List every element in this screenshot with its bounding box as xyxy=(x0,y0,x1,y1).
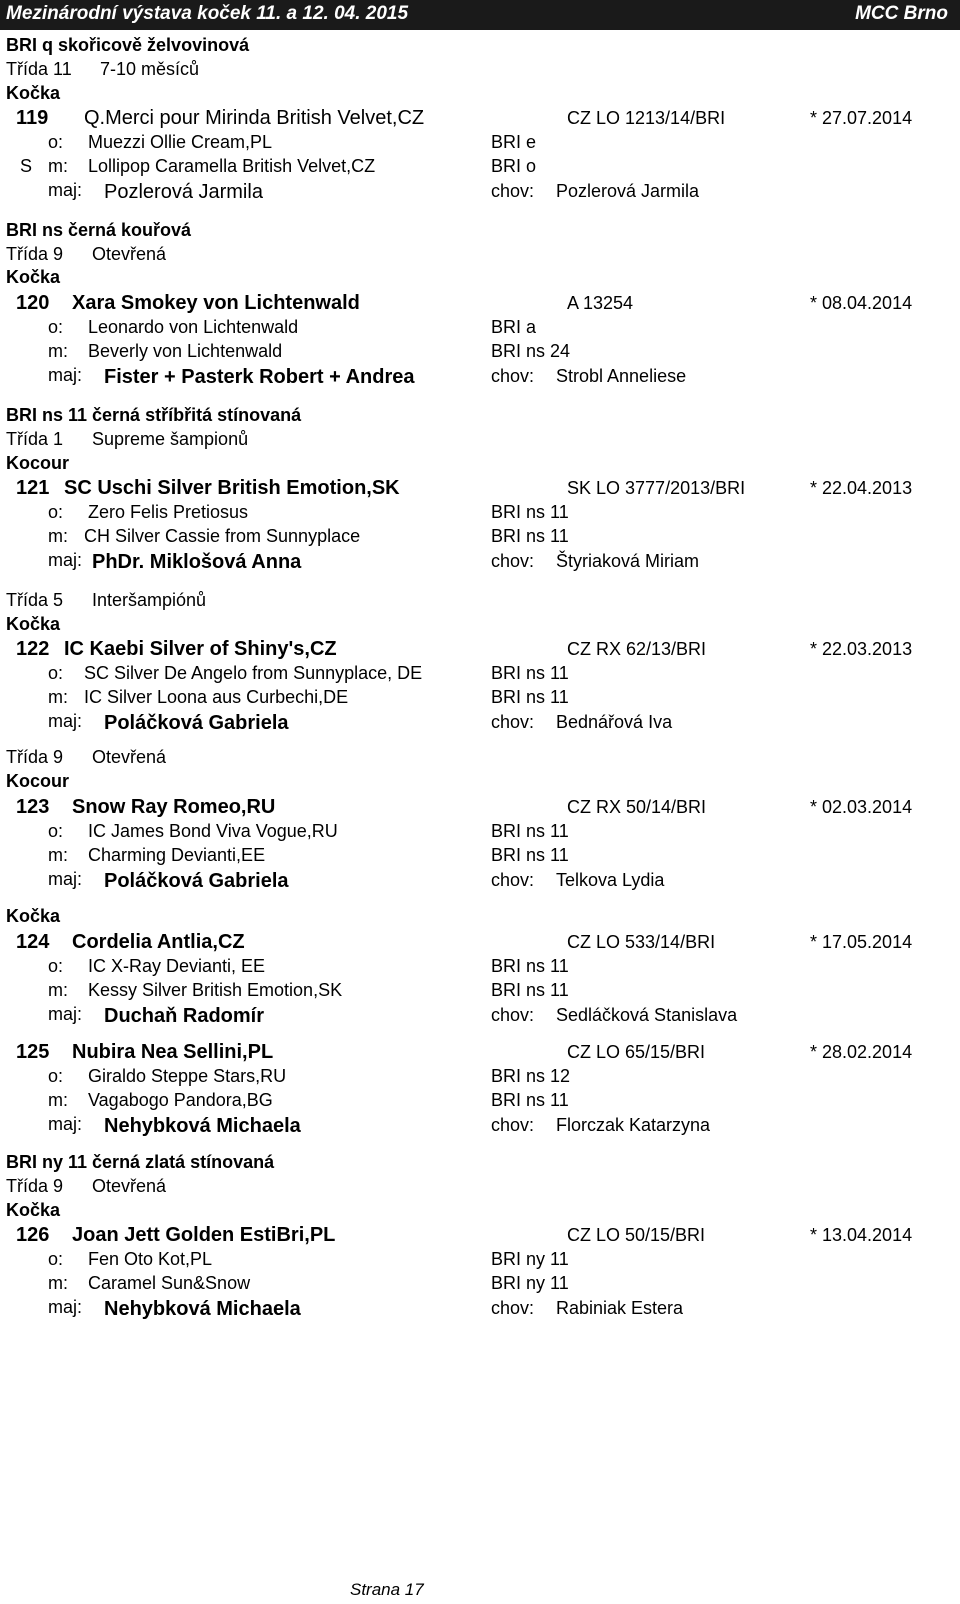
organizer-name: MCC Brno xyxy=(855,3,948,24)
mother-name: Lollipop Caramella British Velvet,CZ xyxy=(88,156,376,176)
father-label: o: xyxy=(48,821,64,841)
birth-date: * 02.03.2014 xyxy=(810,797,913,817)
birth-date: * 08.04.2014 xyxy=(810,293,913,313)
mother-breed: BRI ns 11 xyxy=(491,526,569,546)
class-name: 7-10 měsíců xyxy=(100,59,200,79)
cat-name: IC Kaebi Silver of Shiny's,CZ xyxy=(64,638,337,660)
registration-number: CZ LO 1213/14/BRI xyxy=(567,108,726,128)
entry-number: 124 xyxy=(16,931,50,953)
father-label: o: xyxy=(48,663,64,683)
mother-label: m: xyxy=(48,341,68,361)
sex-heading: Kočka xyxy=(6,83,61,103)
father-label: o: xyxy=(48,132,64,152)
entry-number: 119 xyxy=(16,107,49,129)
owner-name: Poláčková Gabriela xyxy=(104,870,289,892)
father-breed: BRI ns 11 xyxy=(491,821,569,841)
owner-name: Fister + Pasterk Robert + Andrea xyxy=(104,366,415,388)
cat-name: SC Uschi Silver British Emotion,SK xyxy=(64,477,400,499)
breeder-label: chov: xyxy=(491,712,535,732)
breed-heading: BRI ns černá kouřová xyxy=(6,220,192,240)
owner-label: maj: xyxy=(48,1114,83,1134)
father-name: Zero Felis Pretiosus xyxy=(88,502,249,522)
father-breed: BRI ns 12 xyxy=(491,1066,571,1086)
cat-name: Snow Ray Romeo,RU xyxy=(72,796,276,818)
class-label: Třída 9 xyxy=(6,747,64,767)
sex-heading: Kocour xyxy=(6,771,69,791)
class-label: Třída 9 xyxy=(6,244,64,264)
owner-label: maj: xyxy=(48,869,83,889)
owner-label: maj: xyxy=(48,711,83,731)
owner-name: Nehybková Michaela xyxy=(104,1298,301,1320)
registration-number: CZ LO 50/15/BRI xyxy=(567,1225,706,1245)
sex-heading: Kočka xyxy=(6,614,61,634)
entry-number: 126 xyxy=(16,1224,50,1246)
mother-label: m: xyxy=(48,687,68,707)
father-breed: BRI ns 11 xyxy=(491,502,569,522)
mother-label: m: xyxy=(48,156,68,176)
birth-date: * 22.04.2013 xyxy=(810,478,913,498)
father-name: IC James Bond Viva Vogue,RU xyxy=(88,821,338,841)
mother-name: Vagabogo Pandora,BG xyxy=(88,1090,273,1110)
sex-heading: Kocour xyxy=(6,453,69,473)
owner-name: Poláčková Gabriela xyxy=(104,712,289,734)
breeder-name: Rabiniak Estera xyxy=(556,1298,684,1318)
father-breed: BRI ny 11 xyxy=(491,1249,569,1269)
birth-date: * 13.04.2014 xyxy=(810,1225,913,1245)
breeder-name: Bednářová Iva xyxy=(556,712,673,732)
mother-name: Charming Devianti,EE xyxy=(88,845,266,865)
show-title: Mezinárodní výstava koček 11. a 12. 04. 2015 xyxy=(6,3,409,24)
mother-breed: BRI o xyxy=(491,156,537,176)
mother-breed: BRI ns 24 xyxy=(491,341,571,361)
mother-breed: BRI ns 11 xyxy=(491,845,569,865)
class-label: Třída 9 xyxy=(6,1176,64,1196)
owner-label: maj: xyxy=(48,365,83,385)
cat-name: Nubira Nea Sellini,PL xyxy=(72,1041,274,1063)
class-label: Třída 5 xyxy=(6,590,64,610)
breeder-name: Strobl Anneliese xyxy=(556,366,687,386)
father-name: SC Silver De Angelo from Sunnyplace, DE xyxy=(84,663,423,683)
father-label: o: xyxy=(48,956,64,976)
mother-breed: BRI ns 11 xyxy=(491,687,569,707)
entry-number: 120 xyxy=(16,292,50,314)
class-label: Třída 1 xyxy=(6,429,64,449)
owner-label: maj: xyxy=(48,180,83,200)
cat-name: Xara Smokey von Lichtenwald xyxy=(72,292,360,314)
breeder-name: Telkova Lydia xyxy=(556,870,665,890)
father-breed: BRI e xyxy=(491,132,537,152)
owner-name: Nehybková Michaela xyxy=(104,1115,301,1137)
owner-name: Pozlerová Jarmila xyxy=(104,181,263,203)
mother-label: m: xyxy=(48,980,68,1000)
class-name: Supreme šampionů xyxy=(92,429,249,449)
owner-name: Duchaň Radomír xyxy=(104,1005,265,1027)
registration-number: CZ RX 50/14/BRI xyxy=(567,797,707,817)
entry-number: 123 xyxy=(16,796,50,818)
mother-name: Kessy Silver British Emotion,SK xyxy=(88,980,343,1000)
owner-label: maj: xyxy=(48,550,83,570)
class-label: Třída 11 xyxy=(6,59,72,79)
mother-breed: BRI ns 11 xyxy=(491,980,569,1000)
breeder-label: chov: xyxy=(491,551,535,571)
breeder-label: chov: xyxy=(491,1005,535,1025)
breed-heading: BRI ns 11 černá stříbřitá stínovaná xyxy=(6,405,302,425)
mother-name: Caramel Sun&Snow xyxy=(88,1273,251,1293)
father-name: Muezzi Ollie Cream,PL xyxy=(88,132,273,152)
sex-marker: S xyxy=(20,156,33,176)
father-name: IC X-Ray Devianti, EE xyxy=(88,956,266,976)
father-name: Leonardo von Lichtenwald xyxy=(88,317,299,337)
class-name: Interšampiónů xyxy=(92,590,207,610)
registration-number: A 13254 xyxy=(567,293,634,313)
mother-label: m: xyxy=(48,845,68,865)
registration-number: CZ LO 533/14/BRI xyxy=(567,932,716,952)
page-number: Strana 17 xyxy=(350,1580,424,1599)
class-name: Otevřená xyxy=(92,1176,167,1196)
cat-name: Joan Jett Golden EstiBri,PL xyxy=(72,1224,336,1246)
breeder-label: chov: xyxy=(491,181,535,201)
entry-number: 125 xyxy=(16,1041,50,1063)
breed-heading: BRI q skořicově želvovinová xyxy=(6,35,250,55)
mother-name: IC Silver Loona aus Curbechi,DE xyxy=(84,687,349,707)
breeder-label: chov: xyxy=(491,870,535,890)
class-name: Otevřená xyxy=(92,244,167,264)
birth-date: * 17.05.2014 xyxy=(810,932,913,952)
entry-number: 122 xyxy=(16,638,50,660)
father-label: o: xyxy=(48,317,64,337)
father-breed: BRI a xyxy=(491,317,537,337)
father-label: o: xyxy=(48,1066,64,1086)
registration-number: CZ LO 65/15/BRI xyxy=(567,1042,706,1062)
breeder-name: Pozlerová Jarmila xyxy=(556,181,700,201)
father-breed: BRI ns 11 xyxy=(491,663,569,683)
mother-name: Beverly von Lichtenwald xyxy=(88,341,283,361)
mother-label: m: xyxy=(48,526,68,546)
breeder-name: Štyriaková Miriam xyxy=(556,551,700,571)
registration-number: SK LO 3777/2013/BRI xyxy=(567,478,746,498)
mother-label: m: xyxy=(48,1090,68,1110)
breed-heading: BRI ny 11 černá zlatá stínovaná xyxy=(6,1152,275,1172)
father-name: Giraldo Steppe Stars,RU xyxy=(88,1066,287,1086)
entry-number: 121 xyxy=(16,477,50,499)
owner-name: PhDr. Miklošová Anna xyxy=(92,551,302,573)
sex-heading: Kočka xyxy=(6,906,61,926)
breeder-label: chov: xyxy=(491,1298,535,1318)
father-label: o: xyxy=(48,1249,64,1269)
father-breed: BRI ns 11 xyxy=(491,956,569,976)
birth-date: * 28.02.2014 xyxy=(810,1042,913,1062)
registration-number: CZ RX 62/13/BRI xyxy=(567,639,707,659)
sex-heading: Kočka xyxy=(6,267,61,287)
cat-name: Cordelia Antlia,CZ xyxy=(72,931,245,953)
mother-name: CH Silver Cassie from Sunnyplace xyxy=(84,526,361,546)
owner-label: maj: xyxy=(48,1297,83,1317)
breeder-name: Florczak Katarzyna xyxy=(556,1115,711,1135)
page-header xyxy=(0,0,960,30)
breeder-name: Sedláčková Stanislava xyxy=(556,1005,738,1025)
mother-label: m: xyxy=(48,1273,68,1293)
birth-date: * 27.07.2014 xyxy=(810,108,913,128)
mother-breed: BRI ns 11 xyxy=(491,1090,569,1110)
sex-heading: Kočka xyxy=(6,1200,61,1220)
class-name: Otevřená xyxy=(92,747,167,767)
cat-name: Q.Merci pour Mirinda British Velvet,CZ xyxy=(84,107,425,129)
father-name: Fen Oto Kot,PL xyxy=(88,1249,213,1269)
birth-date: * 22.03.2013 xyxy=(810,639,913,659)
mother-breed: BRI ny 11 xyxy=(491,1273,569,1293)
breeder-label: chov: xyxy=(491,366,535,386)
father-label: o: xyxy=(48,502,64,522)
owner-label: maj: xyxy=(48,1004,83,1024)
breeder-label: chov: xyxy=(491,1115,535,1135)
